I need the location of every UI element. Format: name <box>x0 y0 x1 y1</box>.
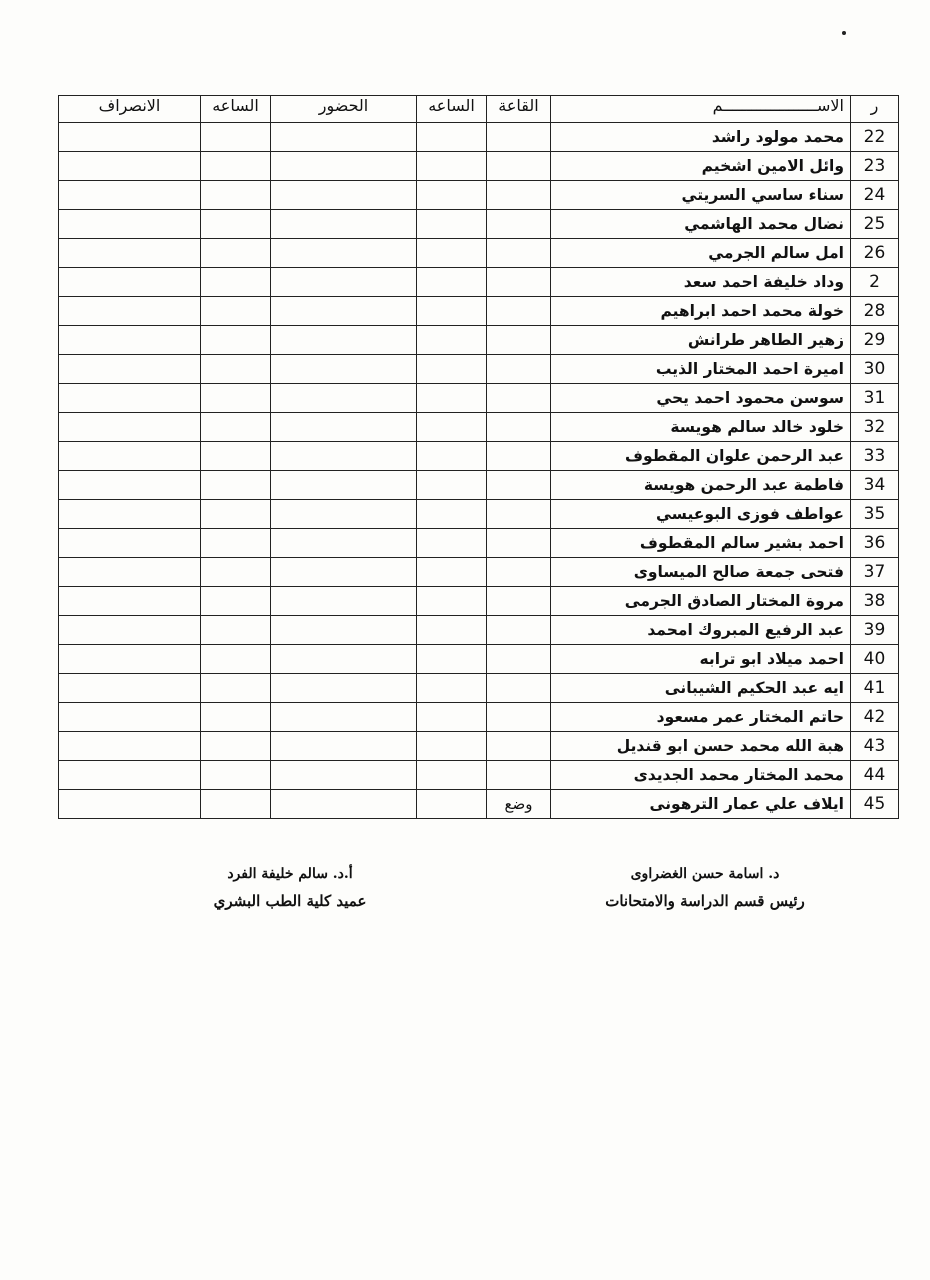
time-out-cell <box>201 123 271 152</box>
departure-cell <box>59 616 201 645</box>
attendance-cell <box>271 442 417 471</box>
signatory-title: رئيس قسم الدراسة والامتحانات <box>605 892 805 910</box>
table-row <box>59 442 899 471</box>
student-name: حاتم المختار عمر مسعود <box>551 703 851 732</box>
header-hall: القاعة <box>487 96 551 123</box>
departure-cell <box>59 500 201 529</box>
time-out-cell <box>201 500 271 529</box>
header-time-in: الساعه <box>417 96 487 123</box>
hall-cell: وضع <box>487 790 551 819</box>
time-out-cell <box>201 732 271 761</box>
time-out-cell <box>201 703 271 732</box>
table-row <box>59 384 899 413</box>
row-number: 25 <box>851 210 899 239</box>
student-name: فاطمة عبد الرحمن هويسة <box>551 471 851 500</box>
attendance-cell <box>271 645 417 674</box>
time-in-cell <box>417 790 487 819</box>
student-name: سناء ساسي السريتي <box>551 181 851 210</box>
time-out-cell <box>201 210 271 239</box>
row-number: 28 <box>851 297 899 326</box>
row-number: 44 <box>851 761 899 790</box>
signatory-name: د. اسامة حسن الغضراوى <box>630 866 780 882</box>
table-row <box>59 703 899 732</box>
row-number: 22 <box>851 123 899 152</box>
table-row <box>59 152 899 181</box>
hall-cell <box>487 645 551 674</box>
signatory-title: عميد كلية الطب البشري <box>213 892 367 910</box>
time-in-cell <box>417 326 487 355</box>
row-number: 24 <box>851 181 899 210</box>
row-number: 2 <box>851 268 899 297</box>
row-number: 38 <box>851 587 899 616</box>
hall-cell <box>487 413 551 442</box>
departure-cell <box>59 558 201 587</box>
hall-cell <box>487 500 551 529</box>
attendance-cell <box>271 761 417 790</box>
departure-cell <box>59 413 201 442</box>
time-out-cell <box>201 181 271 210</box>
time-in-cell <box>417 123 487 152</box>
row-number: 26 <box>851 239 899 268</box>
table-row <box>59 471 899 500</box>
time-in-cell <box>417 181 487 210</box>
time-in-cell <box>417 529 487 558</box>
attendance-cell <box>271 500 417 529</box>
time-in-cell <box>417 442 487 471</box>
departure-cell <box>59 181 201 210</box>
student-name: هبة الله محمد حسن ابو قنديل <box>551 732 851 761</box>
attendance-cell <box>271 297 417 326</box>
hall-cell <box>487 703 551 732</box>
student-name: نضال محمد الهاشمي <box>551 210 851 239</box>
attendance-cell <box>271 181 417 210</box>
table-row <box>59 123 899 152</box>
hall-cell <box>487 239 551 268</box>
hall-cell <box>487 326 551 355</box>
time-in-cell <box>417 268 487 297</box>
signature-block-head-of-exams <box>590 866 820 910</box>
time-out-cell <box>201 529 271 558</box>
hall-cell <box>487 123 551 152</box>
signatory-name: أ.د. سالم خليفة الفرد <box>227 866 353 882</box>
student-name: امل سالم الجرمي <box>551 239 851 268</box>
table-row <box>59 181 899 210</box>
time-out-cell <box>201 384 271 413</box>
time-out-cell <box>201 152 271 181</box>
student-name: زهير الطاهر طرانش <box>551 326 851 355</box>
time-in-cell <box>417 558 487 587</box>
attendance-cell <box>271 326 417 355</box>
departure-cell <box>59 355 201 384</box>
departure-cell <box>59 326 201 355</box>
attendance-cell <box>271 732 417 761</box>
departure-cell <box>59 210 201 239</box>
hall-cell <box>487 529 551 558</box>
time-out-cell <box>201 645 271 674</box>
departure-cell <box>59 442 201 471</box>
student-name: محمد مولود راشد <box>551 123 851 152</box>
row-number: 23 <box>851 152 899 181</box>
time-out-cell <box>201 239 271 268</box>
departure-cell <box>59 529 201 558</box>
student-name: عبد الرفيع المبروك امحمد <box>551 616 851 645</box>
attendance-cell <box>271 558 417 587</box>
attendance-cell <box>271 616 417 645</box>
row-number: 40 <box>851 645 899 674</box>
row-number: 30 <box>851 355 899 384</box>
scan-speck <box>842 31 846 35</box>
table-row <box>59 674 899 703</box>
row-number: 41 <box>851 674 899 703</box>
time-in-cell <box>417 297 487 326</box>
hall-cell <box>487 674 551 703</box>
student-name: احمد بشير سالم المقطوف <box>551 529 851 558</box>
header-departure: الانصراف <box>59 96 201 123</box>
time-out-cell <box>201 471 271 500</box>
hall-cell <box>487 471 551 500</box>
student-name: خولة محمد احمد ابراهيم <box>551 297 851 326</box>
row-number: 35 <box>851 500 899 529</box>
header-row <box>59 96 899 123</box>
time-in-cell <box>417 674 487 703</box>
time-in-cell <box>417 384 487 413</box>
attendance-cell <box>271 355 417 384</box>
departure-cell <box>59 123 201 152</box>
time-in-cell <box>417 413 487 442</box>
hall-cell <box>487 297 551 326</box>
row-number: 45 <box>851 790 899 819</box>
row-number: 39 <box>851 616 899 645</box>
time-out-cell <box>201 297 271 326</box>
time-in-cell <box>417 239 487 268</box>
time-in-cell <box>417 587 487 616</box>
row-number: 32 <box>851 413 899 442</box>
time-out-cell <box>201 355 271 384</box>
header-name: الاســــــــــــــــــــم <box>551 96 851 123</box>
time-in-cell <box>417 703 487 732</box>
table-row <box>59 761 899 790</box>
departure-cell <box>59 732 201 761</box>
table-row <box>59 645 899 674</box>
row-number: 43 <box>851 732 899 761</box>
attendance-cell <box>271 384 417 413</box>
student-name: سوسن محمود احمد يحي <box>551 384 851 413</box>
table-row <box>59 326 899 355</box>
time-in-cell <box>417 732 487 761</box>
departure-cell <box>59 645 201 674</box>
time-out-cell <box>201 558 271 587</box>
table-row <box>59 297 899 326</box>
student-name: عبد الرحمن علوان المقطوف <box>551 442 851 471</box>
departure-cell <box>59 384 201 413</box>
row-number: 36 <box>851 529 899 558</box>
time-in-cell <box>417 500 487 529</box>
row-number: 34 <box>851 471 899 500</box>
time-in-cell <box>417 645 487 674</box>
departure-cell <box>59 674 201 703</box>
table-row <box>59 413 899 442</box>
time-out-cell <box>201 413 271 442</box>
student-name: احمد ميلاد ابو ترابه <box>551 645 851 674</box>
departure-cell <box>59 152 201 181</box>
departure-cell <box>59 239 201 268</box>
attendance-cell <box>271 587 417 616</box>
attendance-cell <box>271 239 417 268</box>
hall-cell <box>487 355 551 384</box>
signature-block-dean <box>175 866 405 910</box>
departure-cell <box>59 790 201 819</box>
departure-cell <box>59 587 201 616</box>
time-out-cell <box>201 790 271 819</box>
hall-cell <box>487 181 551 210</box>
hall-cell <box>487 761 551 790</box>
row-number: 42 <box>851 703 899 732</box>
table-row <box>59 529 899 558</box>
time-in-cell <box>417 616 487 645</box>
departure-cell <box>59 471 201 500</box>
table-row <box>59 210 899 239</box>
student-name: مروة المختار الصادق الجرمى <box>551 587 851 616</box>
time-out-cell <box>201 616 271 645</box>
table-row <box>59 732 899 761</box>
row-number: 33 <box>851 442 899 471</box>
time-out-cell <box>201 587 271 616</box>
departure-cell <box>59 268 201 297</box>
table-row <box>59 587 899 616</box>
header-time-out: الساعه <box>201 96 271 123</box>
table-row <box>59 268 899 297</box>
hall-cell <box>487 384 551 413</box>
student-name: ايه عبد الحكيم الشيبانى <box>551 674 851 703</box>
time-out-cell <box>201 761 271 790</box>
table-row <box>59 558 899 587</box>
attendance-table <box>58 95 899 819</box>
attendance-cell <box>271 790 417 819</box>
student-name: عواطف فوزى البوعيسي <box>551 500 851 529</box>
time-out-cell <box>201 442 271 471</box>
attendance-cell <box>271 529 417 558</box>
time-in-cell <box>417 471 487 500</box>
departure-cell <box>59 761 201 790</box>
student-name: فتحى جمعة صالح الميساوى <box>551 558 851 587</box>
time-in-cell <box>417 210 487 239</box>
header-number: ر <box>851 96 899 123</box>
hall-cell <box>487 442 551 471</box>
row-number: 37 <box>851 558 899 587</box>
row-number: 29 <box>851 326 899 355</box>
table-row <box>59 616 899 645</box>
header-attendance: الحضور <box>271 96 417 123</box>
time-out-cell <box>201 268 271 297</box>
attendance-cell <box>271 413 417 442</box>
attendance-cell <box>271 210 417 239</box>
time-in-cell <box>417 761 487 790</box>
hall-cell <box>487 587 551 616</box>
hall-cell <box>487 732 551 761</box>
attendance-cell <box>271 674 417 703</box>
departure-cell <box>59 703 201 732</box>
attendance-cell <box>271 152 417 181</box>
time-in-cell <box>417 355 487 384</box>
hall-cell <box>487 152 551 181</box>
hall-cell <box>487 210 551 239</box>
departure-cell <box>59 297 201 326</box>
table-row <box>59 239 899 268</box>
student-name: ايلاف علي عمار الترهونى <box>551 790 851 819</box>
attendance-cell <box>271 123 417 152</box>
student-name: محمد المختار محمد الجديدى <box>551 761 851 790</box>
time-out-cell <box>201 674 271 703</box>
student-name: اميرة احمد المختار الذيب <box>551 355 851 384</box>
hall-cell <box>487 268 551 297</box>
hall-cell <box>487 558 551 587</box>
student-name: وداد خليفة احمد سعد <box>551 268 851 297</box>
table-row <box>59 500 899 529</box>
attendance-cell <box>271 471 417 500</box>
table-row <box>59 790 899 819</box>
time-in-cell <box>417 152 487 181</box>
attendance-cell <box>271 703 417 732</box>
hall-cell <box>487 616 551 645</box>
attendance-cell <box>271 268 417 297</box>
student-name: وائل الامين اشخيم <box>551 152 851 181</box>
student-name: خلود خالد سالم هويسة <box>551 413 851 442</box>
table-row <box>59 355 899 384</box>
row-number: 31 <box>851 384 899 413</box>
table-body <box>59 123 899 819</box>
time-out-cell <box>201 326 271 355</box>
